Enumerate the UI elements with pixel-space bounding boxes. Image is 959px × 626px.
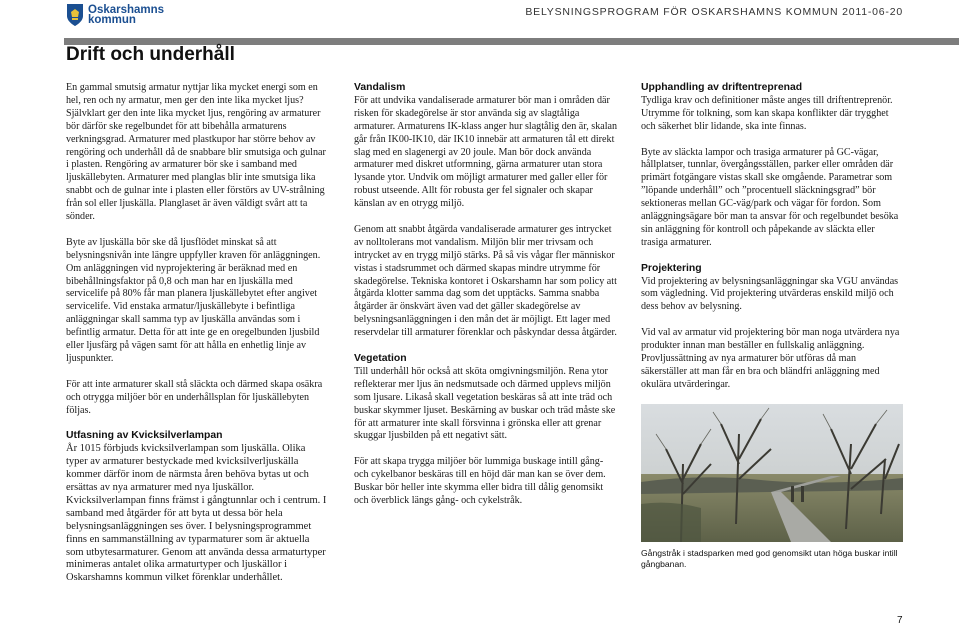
paragraph: År 1015 förbjuds kvicksilverlampan som ljuskälla. Olika typer av armaturer bestyckade med kvicksilverljuskälla kommer därför inom de närmsta åren behöva bytas ut och ersättas av nya armaturer med nya ljuskällor. Kvicksilverlampan finns främst i gångtunnlar och i centrum. I samband med åtgärder för att byta ut dessa bör hela belysningsanläggningen ses över. I belysningsprogrammet finns en sammanställning av typarmaturer som är aktuella som utbytesarmaturer. Genom att använda dessa armaturtyper minimeras antalet olika armaturtyper och ljuskällor i Oskarshamns kommun vilket förenklar underhållet. (66, 443, 327, 584)
page-title: Drift och underhåll (66, 44, 235, 65)
logo-line2: kommun (88, 14, 136, 26)
paragraph: En gammal smutsig armatur nyttjar lika mycket energi som en hel, ren och ny armatur, men ger den inte lika mycket ljus? Självklart ger den inte lika mycket ljus, rengöring av armaturer bör därför ske regelbundet för att bibehålla armaturens verkningsgrad. Armaturer med plastkupor har större behov av rengöring och underhåll då de snabbare blir smutsiga och gulnar i plasten. Rengöring av armaturer bör ske i samband med ljuskällebyten. Armaturer med planglas blir inte smutsiga lika snabbt och de gulnar inte i plasten eller förstörs av UV-strålning från sol eller ljuskälla. Planglaset är även väldigt svårt att ta sönder. (66, 82, 326, 223)
section-heading-utfasning: Utfasning av Kvicksilverlampan (66, 430, 223, 442)
paragraph: Byte av släckta lampor och trasiga armaturer på GC-vägar, hållplatser, tunnlar, övergångsställen, parker eller områden där primärt fotgängare vistas skall ske omgående. Parametrar som ”löpande underhåll” och ”procentuell släckningsgrad” bör sektioneras mellan GC-väg/park och vägar för fordon. Som anläggningsägare bör man ta ansvar för och regelbundet besöka sin anläggning för kontroll och påpekande av släckta eller trasiga armaturer. (641, 146, 899, 248)
paragraph: Vid val av armatur vid projektering bör man noga utvärdera nya produkter innan man beställer en fullskalig anläggning. Provljussättning av nya armaturer bör utföras då man säkerställer att man får en bra och bländfri anläggning med okulära utvärderingar. (641, 327, 900, 390)
section-heading-vegetation: Vegetation (354, 353, 407, 364)
paragraph: För att undvika vandaliserade armaturer bör man i områden där risken för skadegörelse är stor använda sig av slagtåliga armaturer. Armaturens IK-klass anger hur slagtålig den är, skalan går från IK00-IK10, där IK10 innebär att armaturen tål ett direkt slag med en slagenergi av 20 joule. Man bör dock använda armaturer med diskret utformning, gärna armaturer utan stora lysande ytor. Undvik om möjligt armaturer med galler eller för robust utseende. Allt för robusta ger fel signaler och skapar känslan av en otrygg miljö. (354, 94, 618, 210)
park-path-photo (641, 404, 903, 542)
text-column-right (641, 82, 903, 443)
photo-caption: Gångstråk i stadsparken med god genomsikt utan höga buskar intill gångbanan. (641, 548, 898, 569)
section-heading-vandalism: Vandalism (354, 82, 406, 93)
paragraph: Byte av ljuskälla bör ske då ljusflödet minskat så att belysningsnivån inte längre uppfyller kraven för anläggningen. Om anläggningen vid nyprojektering är beräknad med en bibehållningsfaktor på 0,8 och man har en ljuskälla med servicelife på 80% får man planera ljuskällebytet efter angivet servicelife. Vid enstaka armatur/ljuskällebyte i befintliga anläggningar skall samma typ av ljuskälla användas som i befintlig armatur. Detta för att inte ge en oregelbunden ljusbild eller ljusfärg på vägen samt för att hålla en enhetlig linje av ljuspunkter. (66, 236, 321, 365)
page-header (0, 0, 959, 27)
paragraph: Till underhåll hör också att sköta omgivningsmiljön. Rena ytor reflekterar mer ljus än nedsmutsade och därmed upplevs miljön som ljusare. Likaså skall vegetation beskäras så att inte träd och buskar skymmer ljuset. Beskärning av buskar och träd måste ske för att armaturer inte skall försvinna i grönska eller att grenar skuggar ljusbilden på ett negativt sätt. (354, 365, 616, 442)
paragraph: Tydliga krav och definitioner måste anges till driftentreprenör. Utrymme för tolkning, som kan skapa konflikter där trygghet och säkerhet blir lidande, ska inte finnas. (641, 94, 893, 132)
section-heading-upphandling: Upphandling av driftentreprenad (641, 82, 803, 93)
paragraph: För att skapa trygga miljöer bör lummiga buskage intill gång- och cykelbanor beskäras till en höjd där man kan se över dem. Buskar bör heller inte skymma eller bidra till dålig genomsikt och överblick längs gång- och cykelstråk. (354, 456, 606, 506)
coat-of-arms-icon (66, 3, 84, 27)
paragraph: Vid projektering av belysningsanläggningar ska VGU användas som vägledning. Vid projektering utvärderas enskild miljö och dess behov av belysning. (641, 275, 899, 313)
text-column-left (66, 82, 328, 598)
text-column-middle (354, 82, 620, 521)
logo-line1: Oskarshamns (88, 4, 165, 16)
paragraph: Genom att snabbt åtgärda vandaliserade armaturer ges intrycket av nolltolerans mot vandalism. Miljön blir mer trivsam och intrycket av en trygg miljö stärks. På så vis vågar fler människor vistas i stadsrummet och därmed skapas mindre utrymme för skadegörelse. Tekniska kontoret i Oskarshamn har som policy att åtgärda klotter samma dag som det upptäcks. Samma snabba åtgärder är önskvärt även vad det gäller skadegörelse av belysningsanläggningen i den mån det är möjligt. Ett lager med reservdelar till armaturer förenklar och påskyndar dessa åtgärder. (354, 223, 617, 339)
document-title: BELYSNINGSPROGRAM FÖR OSKARSHAMNS KOMMUN 2011-06-20 (525, 6, 903, 18)
paragraph: För att inte armaturer skall stå släckta och därmed skapa osäkra och otrygga miljöer bör en underhållsplan för ljuskällebyten följas. (66, 378, 323, 416)
municipality-logo (66, 3, 164, 27)
page-number: 7 (897, 615, 903, 626)
section-heading-projektering: Projektering (641, 262, 702, 274)
